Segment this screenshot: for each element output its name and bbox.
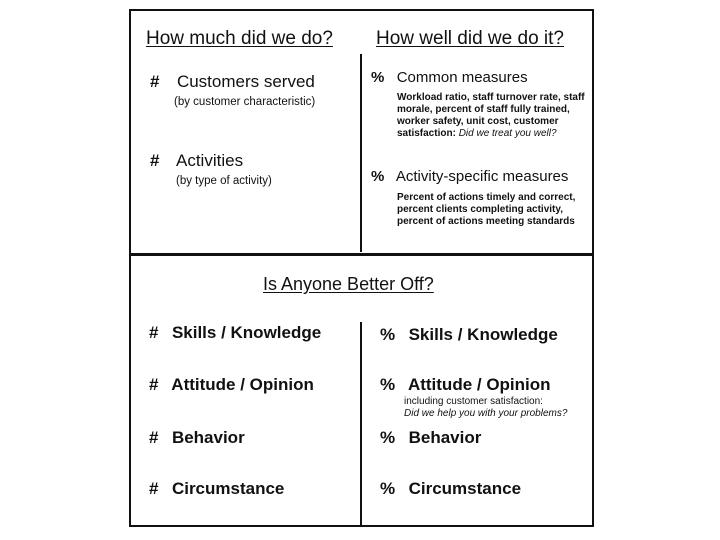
item-symbol: % bbox=[380, 428, 396, 447]
percent-item-circumstance bbox=[380, 479, 521, 499]
item-symbol: % bbox=[371, 69, 385, 86]
item-symbol: % bbox=[371, 168, 385, 185]
item-label: Skills / Knowledge bbox=[171, 323, 322, 342]
item-detail bbox=[397, 92, 585, 140]
quality-item-common bbox=[371, 69, 528, 86]
quality-item-activity-specific bbox=[371, 168, 568, 185]
section-divider bbox=[129, 253, 594, 256]
item-label: Activities bbox=[176, 151, 244, 170]
item-label: Behavior bbox=[171, 428, 245, 447]
item-label: Common measures bbox=[396, 69, 528, 86]
bottom-column-divider bbox=[360, 322, 362, 525]
percent-item-skills bbox=[380, 325, 558, 345]
item-sub: including customer satisfaction: bbox=[404, 396, 543, 407]
percent-item-behavior bbox=[380, 428, 481, 448]
item-label: Circumstance bbox=[171, 479, 285, 498]
item-label: Activity-specific measures bbox=[395, 168, 569, 185]
item-label: Attitude / Opinion bbox=[171, 375, 314, 394]
quantity-item-customers bbox=[150, 72, 315, 92]
item-sub: (by customer characteristic) bbox=[174, 96, 316, 108]
how-well-title: How well did we do it? bbox=[376, 28, 564, 49]
item-symbol: # bbox=[150, 151, 160, 170]
item-symbol: # bbox=[149, 323, 159, 342]
item-symbol: % bbox=[380, 375, 396, 394]
detail-text: Percent of actions timely and correct, percent clients completing activity, percent of actions meeting standards bbox=[397, 192, 576, 227]
top-column-divider bbox=[360, 54, 362, 252]
better-off-title: Is Anyone Better Off? bbox=[263, 274, 434, 294]
item-symbol: # bbox=[149, 479, 159, 498]
number-item-behavior bbox=[149, 428, 245, 448]
detail-italic: Did we treat you well? bbox=[458, 128, 557, 139]
item-label: Customers served bbox=[176, 72, 315, 91]
item-symbol: # bbox=[149, 428, 159, 447]
how-much-title: How much did we do? bbox=[146, 28, 333, 49]
number-item-skills bbox=[149, 323, 321, 343]
item-symbol: % bbox=[380, 479, 396, 498]
number-item-circumstance bbox=[149, 479, 284, 499]
item-label: Attitude / Opinion bbox=[407, 375, 551, 394]
sub-italic-text: Did we help you with your problems? bbox=[404, 408, 568, 419]
detail-text: Workload ratio, staff turnover rate, staff morale, percent of staff fully trained, worker safety, unit cost, customer satisfaction: bbox=[397, 92, 585, 139]
quantity-item-activities bbox=[150, 151, 243, 171]
item-label: Circumstance bbox=[408, 479, 522, 498]
percent-item-attitude bbox=[380, 375, 551, 395]
item-symbol: # bbox=[150, 72, 160, 91]
item-detail bbox=[397, 192, 585, 228]
item-symbol: % bbox=[380, 325, 396, 344]
number-item-attitude bbox=[149, 375, 314, 395]
item-sub-italic bbox=[404, 408, 567, 420]
item-label: Behavior bbox=[408, 428, 482, 447]
item-symbol: # bbox=[149, 375, 159, 394]
item-sub: (by type of activity) bbox=[176, 175, 272, 187]
item-label: Skills / Knowledge bbox=[408, 325, 558, 344]
